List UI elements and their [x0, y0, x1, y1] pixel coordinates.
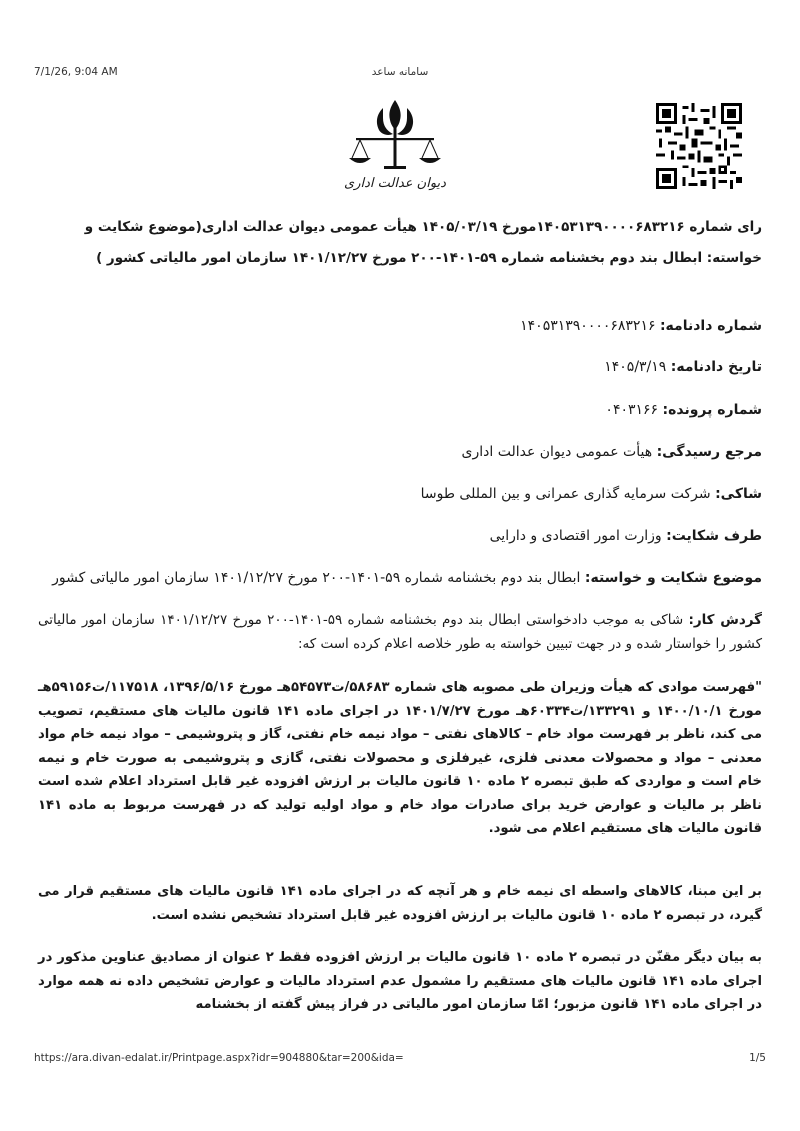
field-label: مرجع رسیدگی:: [656, 444, 762, 460]
proceedings-label: گردش کار:: [688, 612, 762, 628]
field-label: شاکی:: [715, 486, 762, 502]
field-label: شماره دادنامه:: [659, 318, 762, 334]
page-number: 1/5: [749, 1052, 766, 1064]
proceedings-text: شاکی به موجب دادخواستی ابطال بند دوم بخشنامه شماره ۵۹-۱۴۰۱-۲۰۰ مورخ ۱۴۰۱/۱۲/۲۷ سازمان امور مالیاتی کشور را خواستار شده و در جهت تبیین خواسته به طور خلاصه اعلام کرده است که:: [38, 612, 762, 652]
field-label: شماره پرونده:: [662, 402, 762, 418]
field-value: ابطال بند دوم بخشنامه شماره ۵۹-۱۴۰۱-۲۰۰ مورخ ۱۴۰۱/۱۲/۲۷ سازمان امور مالیاتی کشور: [52, 570, 581, 586]
body-paragraph: بر این مبنا، کالاهای واسطه ای نیمه خام و هر آنچه که در اجرای ماده ۱۴۱ قانون مالیات های مستقیم قرار می گیرد، در تبصره ۲ ماده ۱۰ قانون مالیات بر ارزش افزوده غیر قابل استرداد تشخیص نشده است.: [38, 884, 763, 923]
field-case-number: [38, 398, 762, 422]
field-value: هیأت عمومی دیوان عدالت اداری: [461, 444, 653, 460]
field-label: طرف شکایت:: [666, 528, 762, 544]
field-authority: [38, 440, 762, 464]
court-name-logotype: دیوان عدالت اداری: [344, 176, 446, 191]
print-footer: [34, 1052, 766, 1068]
qr-code-icon: [656, 103, 742, 189]
field-verdict-number: [38, 314, 762, 338]
field-subject: [38, 566, 762, 590]
field-defendant: [38, 524, 762, 548]
print-datetime: 7/1/26, 9:04 AM: [34, 66, 118, 78]
verdict-title: رای شماره ۱۴۰۵۳۱۳۹۰۰۰۰۶۸۳۲۱۶مورخ ۱۴۰۵/۰۳/۱۹ هیأت عمومی دیوان عدالت اداری(موضوع شکایت و خواسته: ابطال بند دوم بخشنامه شماره ۵۹-۱۴۰۱-۲۰۰ مورخ ۱۴۰۱/۱۲/۲۷ سازمان امور مالیاتی کشور ): [84, 219, 762, 266]
field-label: موضوع شکایت و خواسته:: [584, 570, 762, 586]
print-header: [34, 66, 766, 82]
field-value: ۰۴۰۳۱۶۶: [605, 402, 659, 418]
field-value: ۱۴۰۵۳۱۳۹۰۰۰۰۶۸۳۲۱۶: [520, 318, 656, 334]
print-site-title: سامانه ساعد: [371, 66, 429, 78]
proceedings-paragraph: [38, 608, 762, 656]
field-value: وزارت امور اقتصادی و دارایی: [489, 528, 662, 544]
field-value: ۱۴۰۵/۳/۱۹: [604, 359, 667, 375]
body-paragraph: "فهرست موادی که هیأت وزیران طی مصوبه های شماره ۵۸۶۸۳/ت۵۴۵۷۳هـ مورخ ۱۳۹۶/۵/۱۶، ۱۱۷۵۱۸/ت۵۹۱۵۶هـ مورخ ۱۴۰۰/۱۰/۱ و ۱۳۳۲۹۱/ت۶۰۳۳۴هـ مورخ ۱۴۰۱/۷/۲۷ در اجرای ماده ۱۴۱ قانون مالیات های مستقیم، تصویب می کند، ناظر بر فهرست مواد خام – کالاهای نفتی – مواد نیمه خام نفتی، گاز و پتروشیمی – مواد نیمه خام مواد معدنی – مواد و محصولات معدنی فلزی، غیرفلزی و محصولات نفتی، گازی و پتروشیمی به صورت خام و نیمه خام است و مواردی که طبق تبصره ۲ ماده ۱۰ قانون مالیات بر ارزش افزوده غیر قابل استرداد اعلام شده است ناظر بر مالیات و عوارض خرید برای صادرات مواد خام و مواد اولیه تولید که در فهرست مربوط به ماده ۱۴۱ قانون مالیات های مستقیم اعلام می شود.: [38, 680, 763, 836]
field-value: شرکت سرمایه گذاری عمرانی و بین المللی طوسا: [420, 486, 711, 502]
field-label: تاریخ دادنامه:: [670, 359, 762, 375]
page-url: https://ara.divan-edalat.ir/Printpage.aspx?idr=904880&tar=200&ida=: [34, 1052, 404, 1064]
field-verdict-date: [38, 355, 762, 379]
field-plaintiff: [38, 482, 762, 506]
body-paragraph: به بیان دیگر مقنّن در تبصره ۲ ماده ۱۰ قانون مالیات بر ارزش افزوده فقط ۲ عنوان از مصادیق عناوین مذکور در اجرای ماده ۱۴۱ قانون مالیات های مستقیم را مشمول عدم استرداد مالیات و عوارض تشخیص داده نه همه موارد در اجرای ماده ۱۴۱ قانون مزبور؛ امّا سازمان امور مالیاتی در فراز پیش گفته از بخشنامه: [38, 950, 763, 1012]
